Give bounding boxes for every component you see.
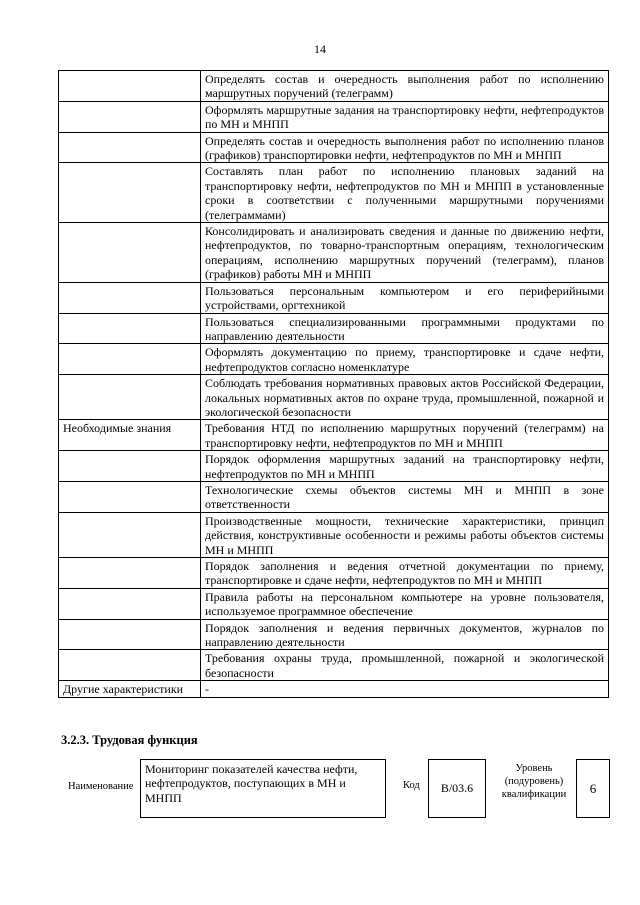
table-row xyxy=(59,375,609,420)
code-value: B/03.6 xyxy=(440,781,474,795)
table-row xyxy=(59,481,609,512)
requirements-table-body xyxy=(59,71,609,698)
row-description-cell: Порядок оформления маршрутных заданий на транспортировку нефти, нефтепродуктов по МН и МНПП xyxy=(201,451,609,482)
row-description-cell: Соблюдать требования нормативных правовых актов Российской Федерации, локальных нормативных актов по охране труда, промышленной, пожарной и экологической безопасности xyxy=(201,375,609,420)
table-row xyxy=(59,420,609,451)
table-row xyxy=(59,71,609,102)
row-category-cell xyxy=(59,71,201,102)
level-box xyxy=(576,759,610,818)
row-description-cell: Требования охраны труда, промышленной, пожарной и экологической безопасности xyxy=(201,650,609,681)
row-category-cell xyxy=(59,451,201,482)
row-description-cell: Производственные мощности, технические характеристики, принцип действия, конструктивные особенности и режимы работы объектов системы МН и МНПП xyxy=(201,512,609,557)
row-description-cell: Требования НТД по исполнению маршрутных поручений (телеграмм) на транспортировку нефти, нефтепродуктов по МН и МНПП xyxy=(201,420,609,451)
row-description-cell: Порядок заполнения и ведения отчетной документации по приему, транспортировке и сдаче нефти, нефтепродуктов по МН и МНПП xyxy=(201,558,609,589)
table-row xyxy=(59,619,609,650)
table-row xyxy=(59,512,609,557)
row-category-cell xyxy=(59,132,201,163)
table-row xyxy=(59,681,609,697)
row-description-cell: Консолидировать и анализировать сведения и данные по движению нефти, нефтепродуктов, по товарно-транспортным операциям, технологическим операциям, исполнению маршрутных поручений (телеграмм), планов (графиков) работы МН и МНПП xyxy=(201,223,609,283)
row-category-cell xyxy=(59,313,201,344)
row-category-cell xyxy=(59,163,201,223)
row-description-cell: Правила работы на персональном компьютере на уровне пользователя, используемое программное обеспечение xyxy=(201,588,609,619)
table-row xyxy=(59,132,609,163)
row-category-cell xyxy=(59,558,201,589)
function-name-box: Мониторинг показателей качества нефти, нефтепродуктов, поступающих в МН и МНПП xyxy=(140,759,386,818)
row-category-cell xyxy=(59,650,201,681)
row-category-cell xyxy=(59,101,201,132)
row-category-cell xyxy=(59,344,201,375)
table-row xyxy=(59,101,609,132)
table-row xyxy=(59,650,609,681)
row-category-cell xyxy=(59,619,201,650)
table-row xyxy=(59,313,609,344)
page-number: 14 xyxy=(314,42,326,56)
code-box xyxy=(428,759,486,818)
row-category-cell xyxy=(59,282,201,313)
table-row xyxy=(59,163,609,223)
table-row xyxy=(59,344,609,375)
level-label-line-2: (подуровень) xyxy=(504,776,564,787)
row-description-cell: Составлять план работ по исполнению плановых заданий на транспортировку нефти, нефтепродуктов по МН и МНПП в установленные сроки в соответствии с полученными маршрутными поручениями (телеграммами) xyxy=(201,163,609,223)
row-category-cell: Другие характеристики xyxy=(59,681,201,697)
row-description-cell: Определять состав и очередность выполнения работ по исполнению планов (графиков) транспортировки нефти, нефтепродуктов по МН и МНПП xyxy=(201,132,609,163)
qualification-level-label xyxy=(494,762,574,801)
row-category-cell xyxy=(59,512,201,557)
table-row xyxy=(59,282,609,313)
row-category-cell xyxy=(59,481,201,512)
row-description-cell: Оформлять маршрутные задания на транспортировку нефти, нефтепродуктов по МН и МНПП xyxy=(201,101,609,132)
name-label: Наименование xyxy=(68,781,134,792)
table-row xyxy=(59,588,609,619)
table-row xyxy=(59,223,609,283)
row-category-cell xyxy=(59,223,201,283)
row-description-cell: Оформлять документацию по приему, транспортировке и сдаче нефти, нефтепродуктов согласно номенклатуре xyxy=(201,344,609,375)
level-value: 6 xyxy=(589,780,597,796)
level-label-line-3: квалификации xyxy=(501,789,567,800)
level-label-line-1: Уровень xyxy=(515,763,553,774)
requirements-table xyxy=(58,70,609,698)
row-description-cell: - xyxy=(201,681,609,697)
row-category-cell xyxy=(59,375,201,420)
row-category-cell: Необходимые знания xyxy=(59,420,201,451)
code-label: Код xyxy=(403,780,420,791)
table-row xyxy=(59,451,609,482)
row-description-cell: Пользоваться специализированными программными продуктами по направлению деятельности xyxy=(201,313,609,344)
row-category-cell xyxy=(59,588,201,619)
row-description-cell: Технологические схемы объектов системы МН и МНПП в зоне ответственности xyxy=(201,481,609,512)
table-row xyxy=(59,558,609,589)
row-description-cell: Пользоваться персональным компьютером и его периферийными устройствами, оргтехникой xyxy=(201,282,609,313)
row-description-cell: Порядок заполнения и ведения первичных документов, журналов по направлению деятельности xyxy=(201,619,609,650)
section-title: 3.2.3. Трудовая функция xyxy=(61,733,198,747)
row-description-cell: Определять состав и очередность выполнения работ по исполнению маршрутных поручений (телеграмм) xyxy=(201,71,609,102)
